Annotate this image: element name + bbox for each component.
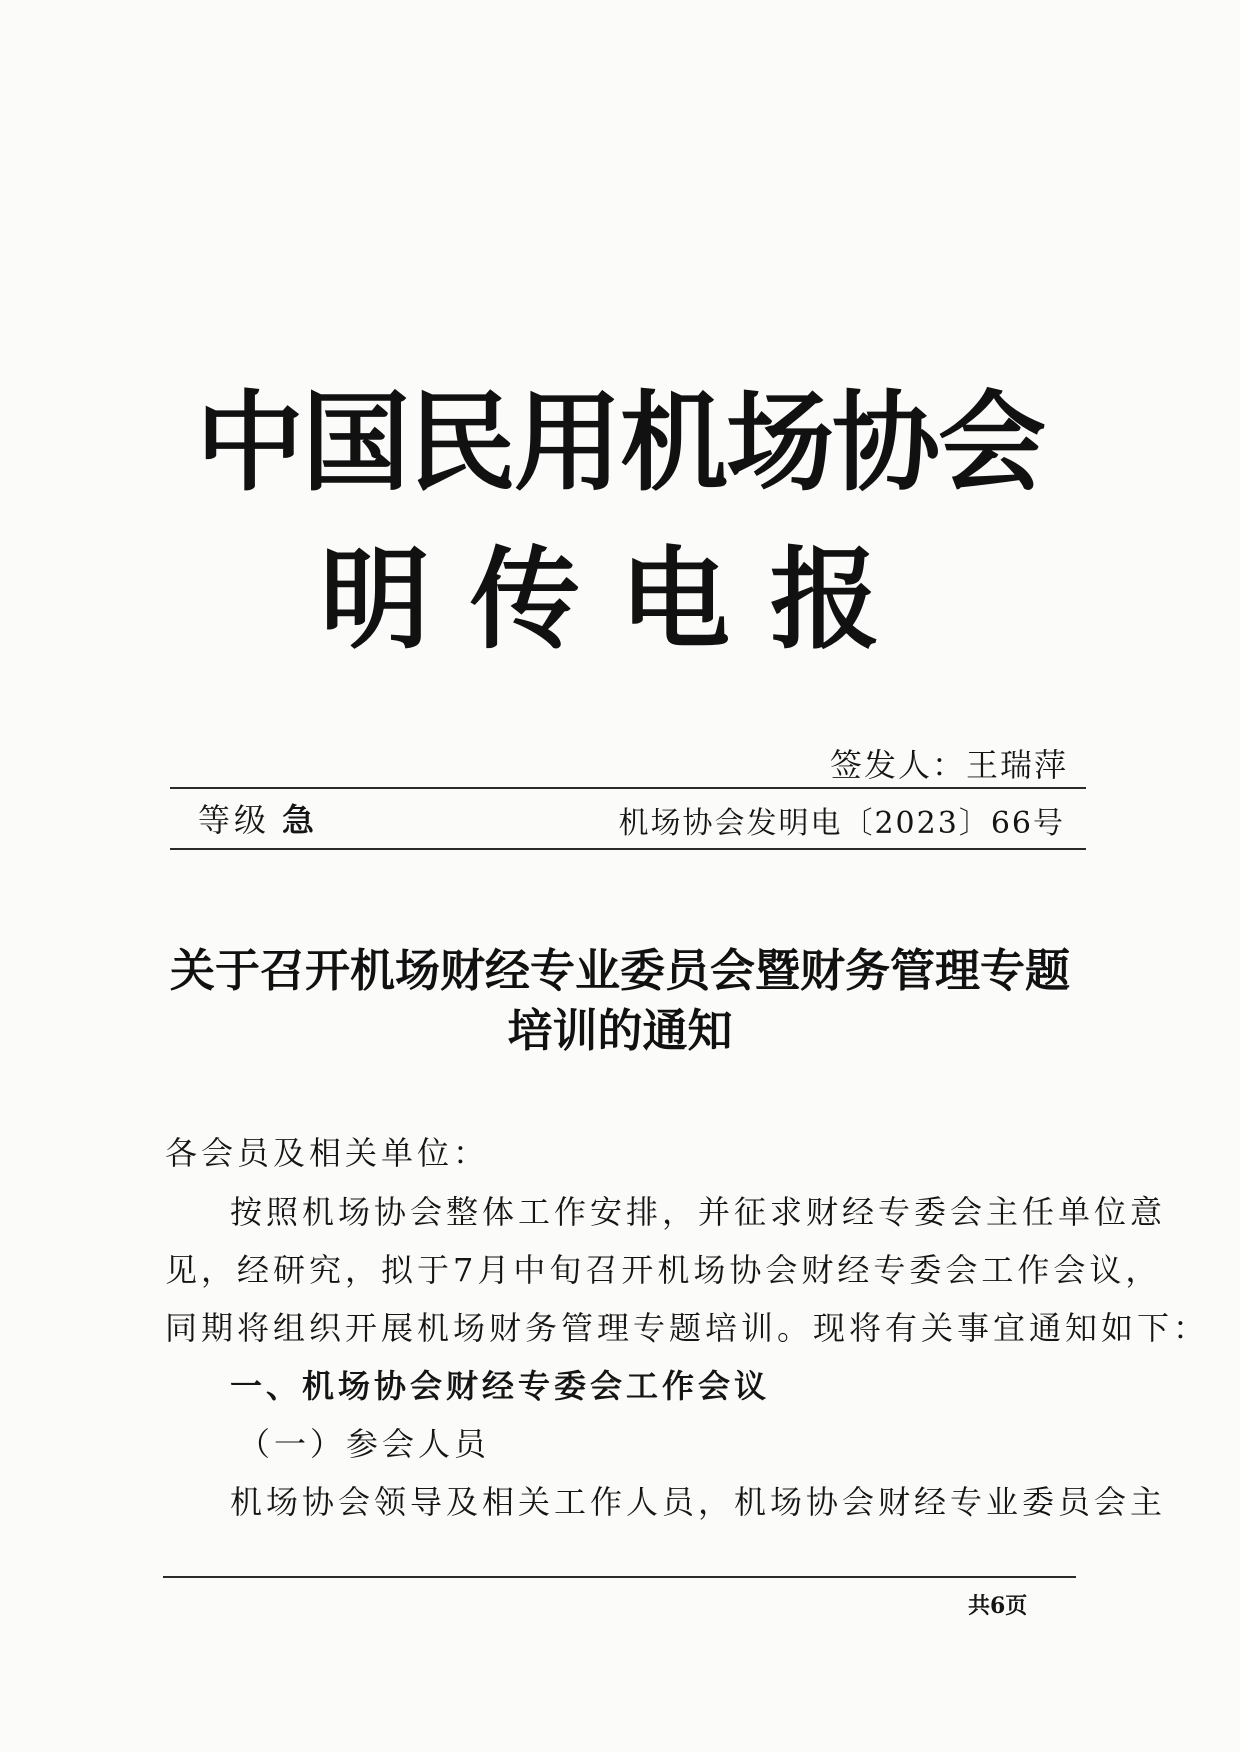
urgency-level-value: 急 — [282, 801, 319, 839]
organization-title: 中国民用机场协会 — [195, 381, 1044, 506]
urgency-level-label: 等级 — [198, 801, 271, 839]
subsection-heading-1: （一）参会人员 — [238, 1425, 491, 1463]
body-paragraph-line-4: 机场协会领导及相关工作人员，机场协会财经专业委员会主 — [230, 1483, 1167, 1521]
header-top-rule — [170, 787, 1086, 789]
footer-rule — [163, 1576, 1076, 1578]
page-count: 共6页 — [968, 1593, 1028, 1619]
urgency-level — [198, 795, 318, 841]
header-bottom-rule — [170, 848, 1086, 850]
document-number: 机场协会发明电〔2023〕66号 — [618, 806, 1065, 841]
body-paragraph-line-2: 见，经研究，拟于7月中旬召开机场协会财经专委会工作会议， — [165, 1251, 1162, 1289]
signer: 签发人：王瑞萍 — [830, 746, 1069, 784]
document-type-title: 明传电报 — [320, 536, 920, 664]
salutation: 各会员及相关单位： — [165, 1134, 490, 1172]
body-paragraph-line-1: 按照机场协会整体工作安排，并征求财经专委会主任单位意 — [230, 1193, 1167, 1231]
notice-title-line-1: 关于召开机场财经专业委员会暨财务管理专题 — [169, 944, 1070, 997]
section-heading-1: 一、机场协会财经专委会工作会议 — [230, 1367, 771, 1405]
notice-title-line-2: 培训的通知 — [507, 1004, 733, 1057]
body-paragraph-line-3: 同期将组织开展机场财务管理专题培训。现将有关事宜通知如下： — [165, 1309, 1210, 1347]
